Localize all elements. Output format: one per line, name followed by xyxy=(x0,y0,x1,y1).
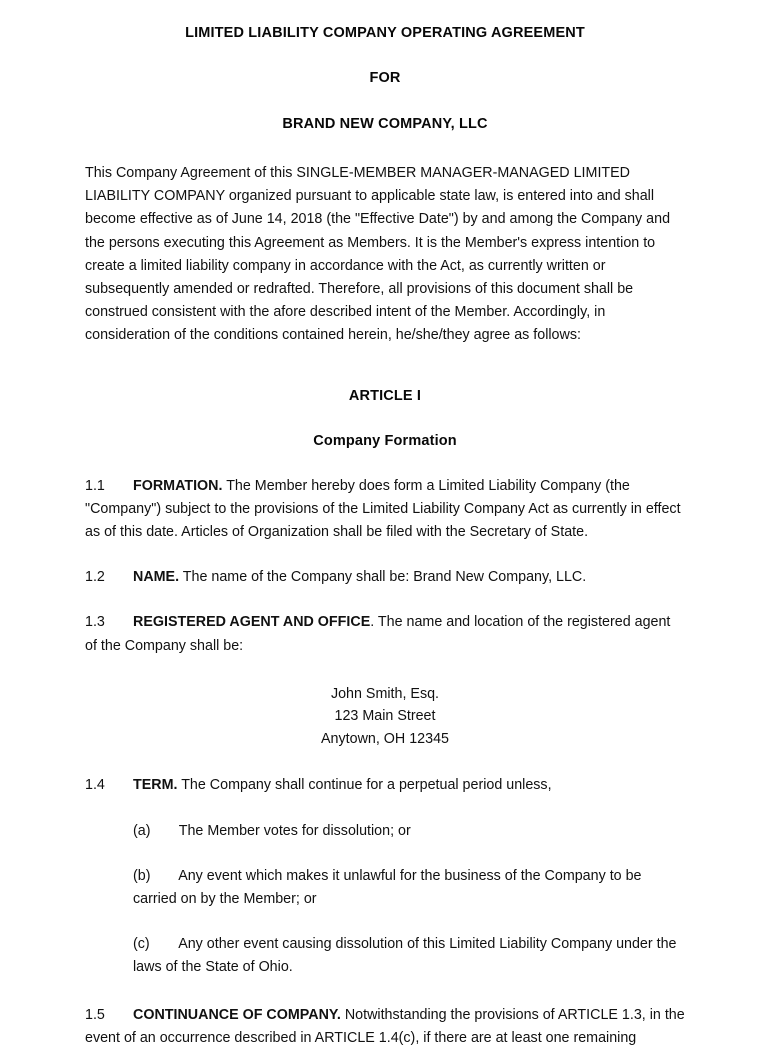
article-subheading: Company Formation xyxy=(313,432,457,449)
subitem-text: Any other event causing dissolution of this Limited Liability Company under the laws of the State of Ohio. xyxy=(133,936,677,976)
section-1-3 xyxy=(85,611,685,657)
section-number: 1.3 xyxy=(85,614,105,631)
section-text: The name of the Company shall be: Brand New Company, LLC. xyxy=(182,569,587,586)
section-1-4 xyxy=(85,774,685,797)
subitem-marker: (c) xyxy=(133,936,150,953)
section-number: 1.4 xyxy=(85,777,105,794)
subitem-marker: (a) xyxy=(133,822,151,839)
subitem-text: The Member votes for dissolution; or xyxy=(178,822,411,839)
section-label: REGISTERED AGENT AND OFFICE xyxy=(133,614,371,631)
section-text: . The name and location of the registered agent of the Company shall be: xyxy=(85,614,671,654)
section-text: The Member hereby does form a Limited Liability Company (the "Company") subject to the provisions of the Limited Liability Company Act as currently in effect as of this date. Articles of Organization shall be filed with the Secretary of State. xyxy=(85,477,681,541)
section-label: NAME. xyxy=(133,569,180,586)
subitem-marker: (b) xyxy=(133,867,151,884)
document-content xyxy=(85,0,685,1050)
section-1-2 xyxy=(85,566,685,589)
section-1-1 xyxy=(85,475,685,545)
agent-city-state-zip: Anytown, OH 12345 xyxy=(321,730,449,747)
document-title: LIMITED LIABILITY COMPANY OPERATING AGREEMENT xyxy=(185,25,585,41)
document-for-label: FOR xyxy=(369,70,401,86)
section-label: CONTINUANCE OF COMPANY. xyxy=(133,1006,341,1023)
term-subitem-b xyxy=(133,865,685,911)
subitem-text: Any event which makes it unlawful for the business of the Company to be carried on by the Member; or xyxy=(133,867,642,907)
section-text: Notwithstanding the provisions of ARTICLE 1.3, in the event of an occurrence described in ARTICLE 1.4(c), if there are at least one remaining xyxy=(85,1006,685,1046)
agent-street: 123 Main Street xyxy=(334,708,436,725)
term-subitem-c xyxy=(133,933,685,979)
article-heading: ARTICLE I xyxy=(348,387,422,404)
section-label: TERM. xyxy=(133,777,178,794)
section-number: 1.1 xyxy=(85,477,105,494)
section-1-5 xyxy=(85,1004,685,1050)
section-label: FORMATION. xyxy=(133,477,223,494)
registered-agent-address xyxy=(85,683,685,751)
section-text: The Company shall continue for a perpetual period unless, xyxy=(181,777,552,794)
agent-name: John Smith, Esq. xyxy=(330,685,440,702)
intro-paragraph: This Company Agreement of this SINGLE-MEMBER MANAGER-MANAGED LIMITED LIABILITY COMPANY organized pursuant to applicable state law, is entered into and shall become effective as of June 14, 2018 (the "Effective Date") by and among the Company and the persons executing this Agreement as Members. It is the Member's express intention to create a limited liability company in accordance with the Act, as currently written or subsequently amended or redrafted. Therefore, all provisions of this document shall be construed consistent with the afore described intent of the Member. Accordingly, in consideration of the conditions contained herein, he/she/they agree as follows: xyxy=(85,165,671,344)
term-subitem-a xyxy=(133,820,685,843)
document-company-name: BRAND NEW COMPANY, LLC xyxy=(282,116,488,132)
section-number: 1.2 xyxy=(85,569,105,586)
section-number: 1.5 xyxy=(85,1006,105,1023)
